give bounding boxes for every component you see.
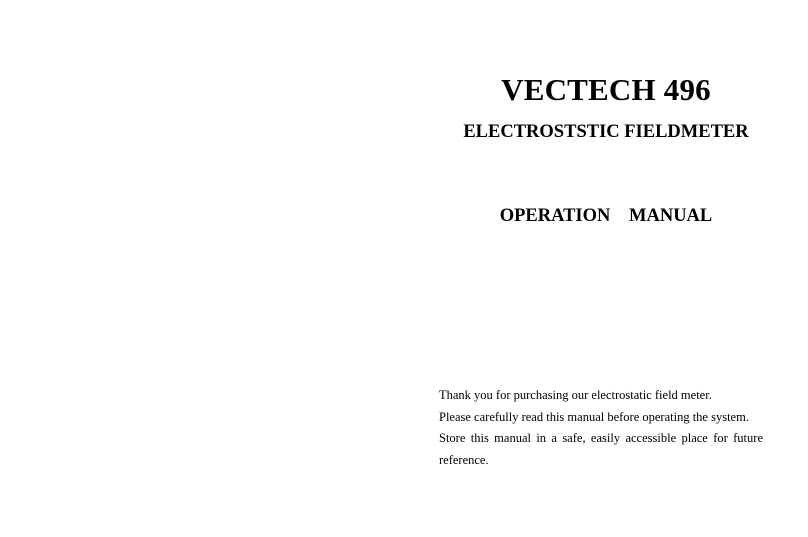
cover-page xyxy=(404,0,808,537)
product-title: VECTECH 496 xyxy=(501,72,711,107)
product-subtitle: ELECTROSTSTIC FIELDMETER xyxy=(463,122,749,142)
intro-line-thanks: Thank you for purchasing our electrostatic field meter. xyxy=(439,388,712,402)
intro-line-store-manual: Store this manual in a safe, easily accessible place for future reference. xyxy=(439,431,763,467)
intro-text xyxy=(439,385,763,471)
manual-title: OPERATION MANUAL xyxy=(499,206,713,226)
intro-line-read-manual: Please carefully read this manual before operating the system. xyxy=(439,409,749,424)
